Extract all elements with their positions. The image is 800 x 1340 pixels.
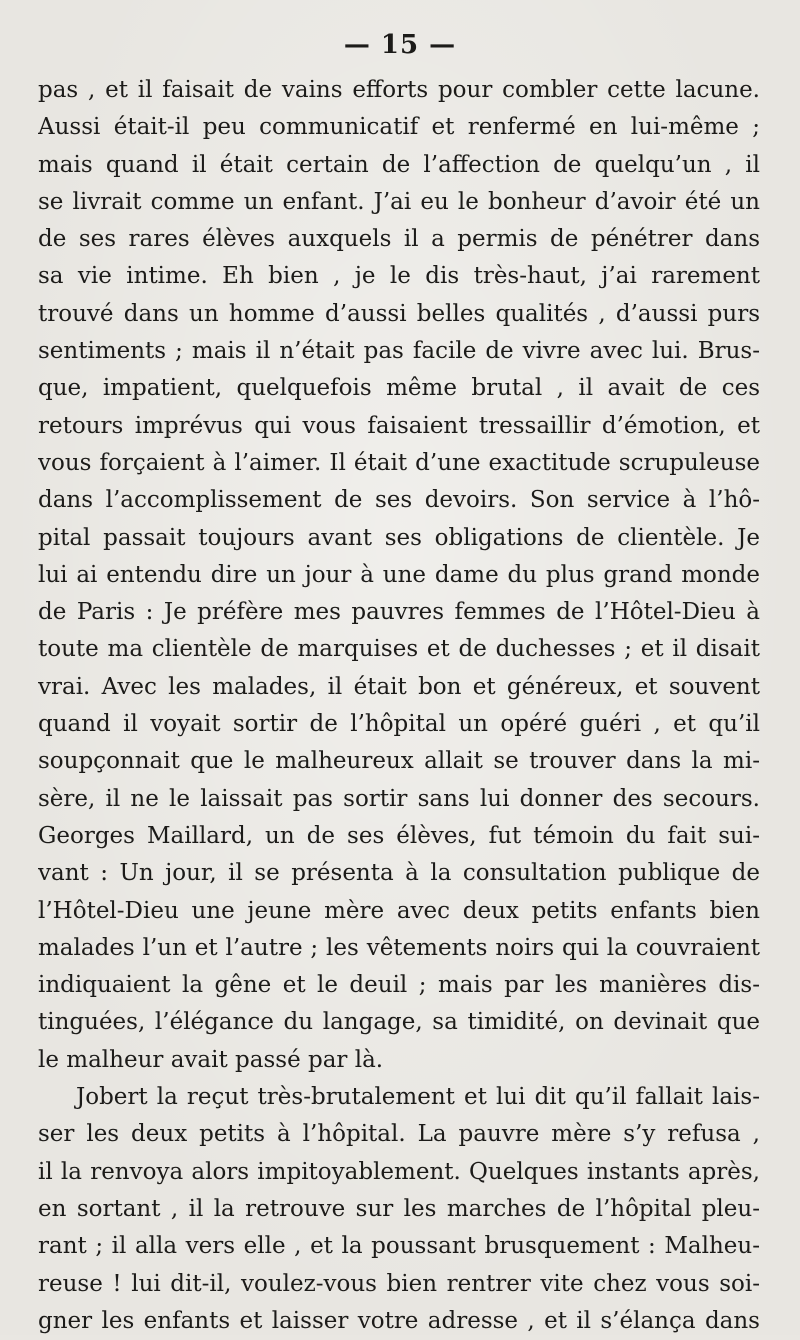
text-line: Aussi était-il peu communicatif et renfermé en lui-même ; [38,114,760,141]
text-line: quand il voyait sortir de l’hôpital un opéré guéri , et qu’il [38,711,760,738]
text-line: Jobert la reçut très-brutalement et lui dit qu’il fallait lais- [76,1084,760,1111]
text-line: ser les deux petits à l’hôpital. La pauvre mère s’y refusa , [38,1121,760,1148]
text-line: de Paris : Je préfère mes pauvres femmes de l’Hôtel-Dieu à [38,599,760,626]
text-line: toute ma clientèle de marquises et de duchesses ; et il disait [38,636,760,663]
text-line: sa vie intime. Eh bien , je le dis très-haut, j’ai rarement [38,263,760,290]
text-line: malades l’un et l’autre ; les vêtements noirs qui la couvraient [38,934,760,961]
text-line: retours imprévus qui vous faisaient tressaillir d’émotion, et [38,412,760,439]
text-line: vrai. Avec les malades, il était bon et généreux, et souvent [38,673,760,700]
text-line: il la renvoya alors impitoyablement. Quelques instants après, [38,1158,760,1185]
page-number: — 15 — [343,30,457,60]
text-line: tinguées, l’élégance du langage, sa timidité, on devinait que [38,1009,760,1036]
text-line: reuse ! lui dit-il, voulez-vous bien rentrer vite chez vous soi- [38,1270,760,1297]
text-line: sentiments ; mais il n’était pas facile de vivre avec lui. Brus- [38,338,760,365]
text-line: lui ai entendu dire un jour à une dame du plus grand monde [38,561,760,588]
text-line: de ses rares élèves auxquels il a permis de pénétrer dans [38,226,760,253]
text-line: que, impatient, quelquefois même brutal , il avait de ces [38,375,760,402]
text-line: mais quand il était certain de l’affection de quelqu’un , il [38,151,760,178]
text-line: gner les enfants et laisser votre adresse , et il s’élança dans [38,1307,760,1334]
text-line: en sortant , il la retrouve sur les marches de l’hôpital pleu- [38,1195,760,1222]
text-line: sère, il ne le laissait pas sortir sans lui donner des secours. [38,785,760,812]
text-line: le malheur avait passé par là. [38,1046,384,1073]
text-line: vous forçaient à l’aimer. Il était d’une exactitude scrupuleuse [38,449,760,476]
text-line: trouvé dans un homme d’aussi belles qualités , d’aussi purs [38,300,760,327]
text-line: Georges Maillard, un de ses élèves, fut témoin du fait sui- [38,822,760,849]
text-line: vant : Un jour, il se présenta à la consultation publique de [38,860,760,887]
body-text [38,72,760,1340]
text-line: dans l’accomplissement de ses devoirs. Son service à l’hô- [38,487,760,514]
text-line: soupçonnait que le malheureux allait se trouver dans la mi- [38,748,760,775]
text-line: rant ; il alla vers elle , et la poussant brusquement : Malheu- [38,1233,760,1260]
text-line: pital passait toujours avant ses obligations de clientèle. Je [38,524,760,551]
text-line: l’Hôtel-Dieu une jeune mère avec deux petits enfants bien [38,897,760,924]
text-line: indiquaient la gêne et le deuil ; mais par les manières dis- [38,972,760,999]
text-line: se livrait comme un enfant. J’ai eu le bonheur d’avoir été un [38,188,760,215]
text-line: pas , et il faisait de vains efforts pour combler cette lacune. [38,77,760,103]
